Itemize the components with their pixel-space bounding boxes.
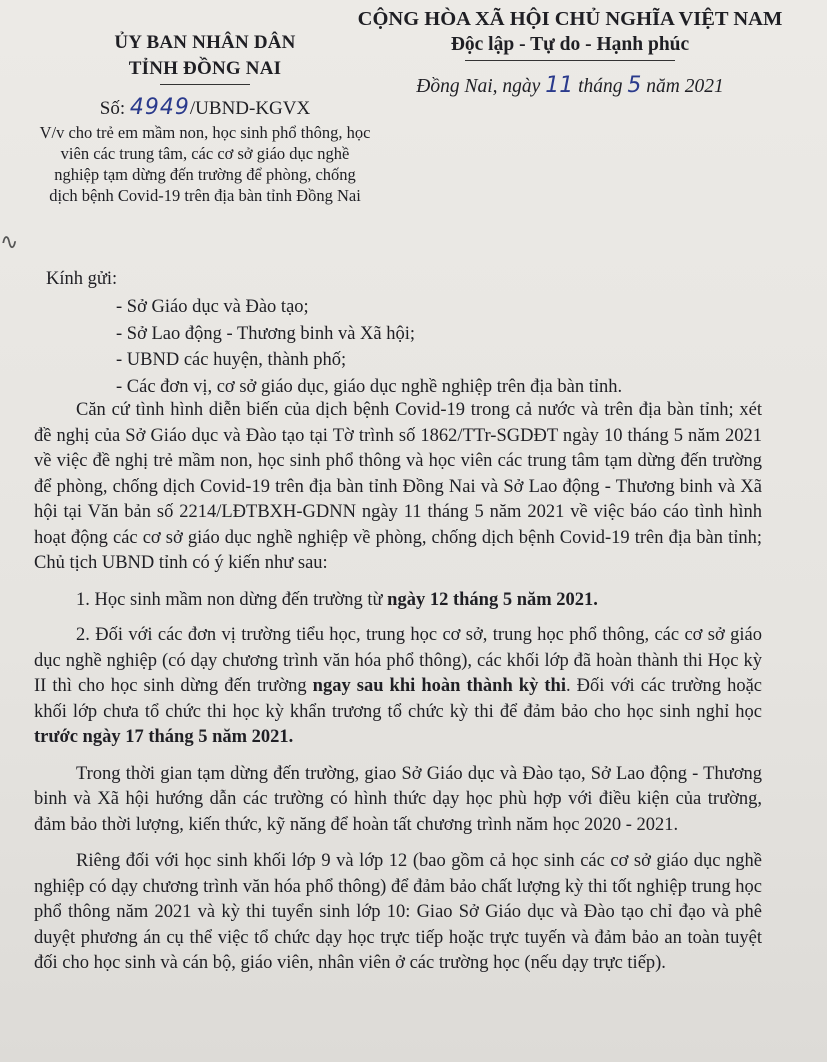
item-1-text: 1. Học sinh mầm non dừng đến trường từ xyxy=(76,589,388,610)
body-paragraph-1: Căn cứ tình hình diễn biến của dịch bệnh Covid-19 trong cả nước và trên địa bàn tỉnh; xét đề nghị của Sở Giáo dục và Đào tạo tại Tờ trình số 1862/TTr-SGDĐT ngày 10 tháng 5 năm 2021 về việc đề nghị trẻ mầm non, học sinh phổ thông và học viên các trung tâm tạm dừng đến trường để phòng, chống dịch Covid-19 trên địa bàn tỉnh Đồng Nai và Sở Lao động - Thương binh và Xã hội tại Văn bản số 2214/LĐTBXH-GDNN ngày 11 tháng 5 năm 2021 về việc báo cáo tình hình hoạt động các cơ sở giáo dục nghề nghiệp về phòng, chống dịch bệnh Covid-19 trên địa bàn tỉnh; Chủ tịch UBND tỉnh có ý kiến như sau: xyxy=(34,400,762,573)
org-line-2: TỈNH ĐỒNG NAI xyxy=(128,58,282,79)
recipient-item: - Sở Giáo dục và Đào tạo; xyxy=(116,297,309,317)
item-2-text-b: . Đối với các trường hoặc khối lớp chưa tổ chức thi học kỳ khẩn trương tổ chức kỳ thi để đảm bảo cho học sinh nghỉ học xyxy=(34,676,762,722)
doc-number-handwritten: 4949 xyxy=(129,95,190,120)
motto-underline xyxy=(465,60,675,61)
body-paragraph-4: Trong thời gian tạm dừng đến trường, giao Sở Giáo dục và Đào tạo, Sở Lao động - Thương binh và Xã hội hướng dẫn các trường có hình thức dạy học phù hợp với điều kiện của trường, đảm bảo thời lượng, kiến thức, kỹ năng để hoàn tất chương trình năm học 2020 - 2021. xyxy=(34,763,762,835)
recipients-title: Kính gửi: xyxy=(46,269,118,289)
body-paragraph-5: Riêng đối với học sinh khối lớp 9 và lớp 12 (bao gồm cả học sinh các cơ sở giáo dục nghề nghiệp có dạy chương trình văn hóa phổ thông) để đảm bảo chất lượng kỳ thi tốt nghiệp trung học phổ thông năm 2021 và kỳ thi tuyển sinh lớp 10: Giao Sở Giáo dục và Đào tạo chỉ đạo và phê duyệt phương án cụ thể việc tổ chức dạy học trực tiếp hoặc trực tuyến và đảm bảo an toàn tuyệt đối cho học sinh và cán bộ, giáo viên, nhân viên ở các trường học (nếu dạy trực tiếp). xyxy=(34,851,762,973)
national-motto: Độc lập - Tự do - Hạnh phúc xyxy=(450,34,690,55)
item-2-text-a: 2. Đối với các đơn vị trường tiểu học, trung học cơ sở, trung học phổ thông, các cơ sở giáo dục nghề nghiệp (có dạy chương trình văn hóa phổ thông), các khối lớp đã hoàn thành thi Học kỳ II thì cho học sinh dừng đến trường xyxy=(34,625,762,696)
recipient-item: - UBND các huyện, thành phố; xyxy=(116,350,347,370)
recipients-list xyxy=(116,294,806,400)
body-paragraph-item-1 xyxy=(34,588,762,614)
document-number xyxy=(20,95,390,120)
recipients-block xyxy=(46,266,806,400)
body-paragraph-item-2 xyxy=(34,623,762,751)
document-subject: V/v cho trẻ em mầm non, học sinh phổ thông, học viên các trung tâm, các cơ sở giáo dục nghề nghiệp tạm dừng đến trường để phòng, chống dịch bệnh Covid-19 trên địa bàn tỉnh Đồng Nai xyxy=(39,123,371,205)
date-line xyxy=(320,73,820,98)
doc-number-prefix: Số: xyxy=(99,98,130,119)
nation-title: CỘNG HÒA XÃ HỘI CHỦ NGHĨA VIỆT NAM xyxy=(357,8,783,30)
authority-underline xyxy=(160,84,250,85)
date-month-label: tháng xyxy=(573,76,628,97)
org-line-1: ỦY BAN NHÂN DÂN xyxy=(114,32,296,53)
date-day: 11 xyxy=(545,73,574,98)
recipient-item: - Sở Lao động - Thương binh và Xã hội; xyxy=(116,323,416,344)
item-2-emphasis-b: trước ngày 17 tháng 5 năm 2021. xyxy=(34,727,294,747)
document-body xyxy=(34,398,762,988)
national-header-block xyxy=(320,6,820,98)
date-place: Đồng Nai, ngày xyxy=(416,76,546,97)
date-month: 5 xyxy=(627,73,642,98)
date-year: năm 2021 xyxy=(641,76,724,97)
margin-mark: ∿ xyxy=(0,230,19,255)
recipient-item: - Các đơn vị, cơ sở giáo dục, giáo dục nghề nghiệp trên địa bàn tỉnh. xyxy=(116,376,623,397)
item-1-date-emphasis: ngày 12 tháng 5 năm 2021. xyxy=(387,589,598,610)
doc-number-suffix: /UBND-KGVX xyxy=(189,98,311,119)
item-2-emphasis-a: ngay sau khi hoàn thành kỳ thi xyxy=(312,676,566,696)
